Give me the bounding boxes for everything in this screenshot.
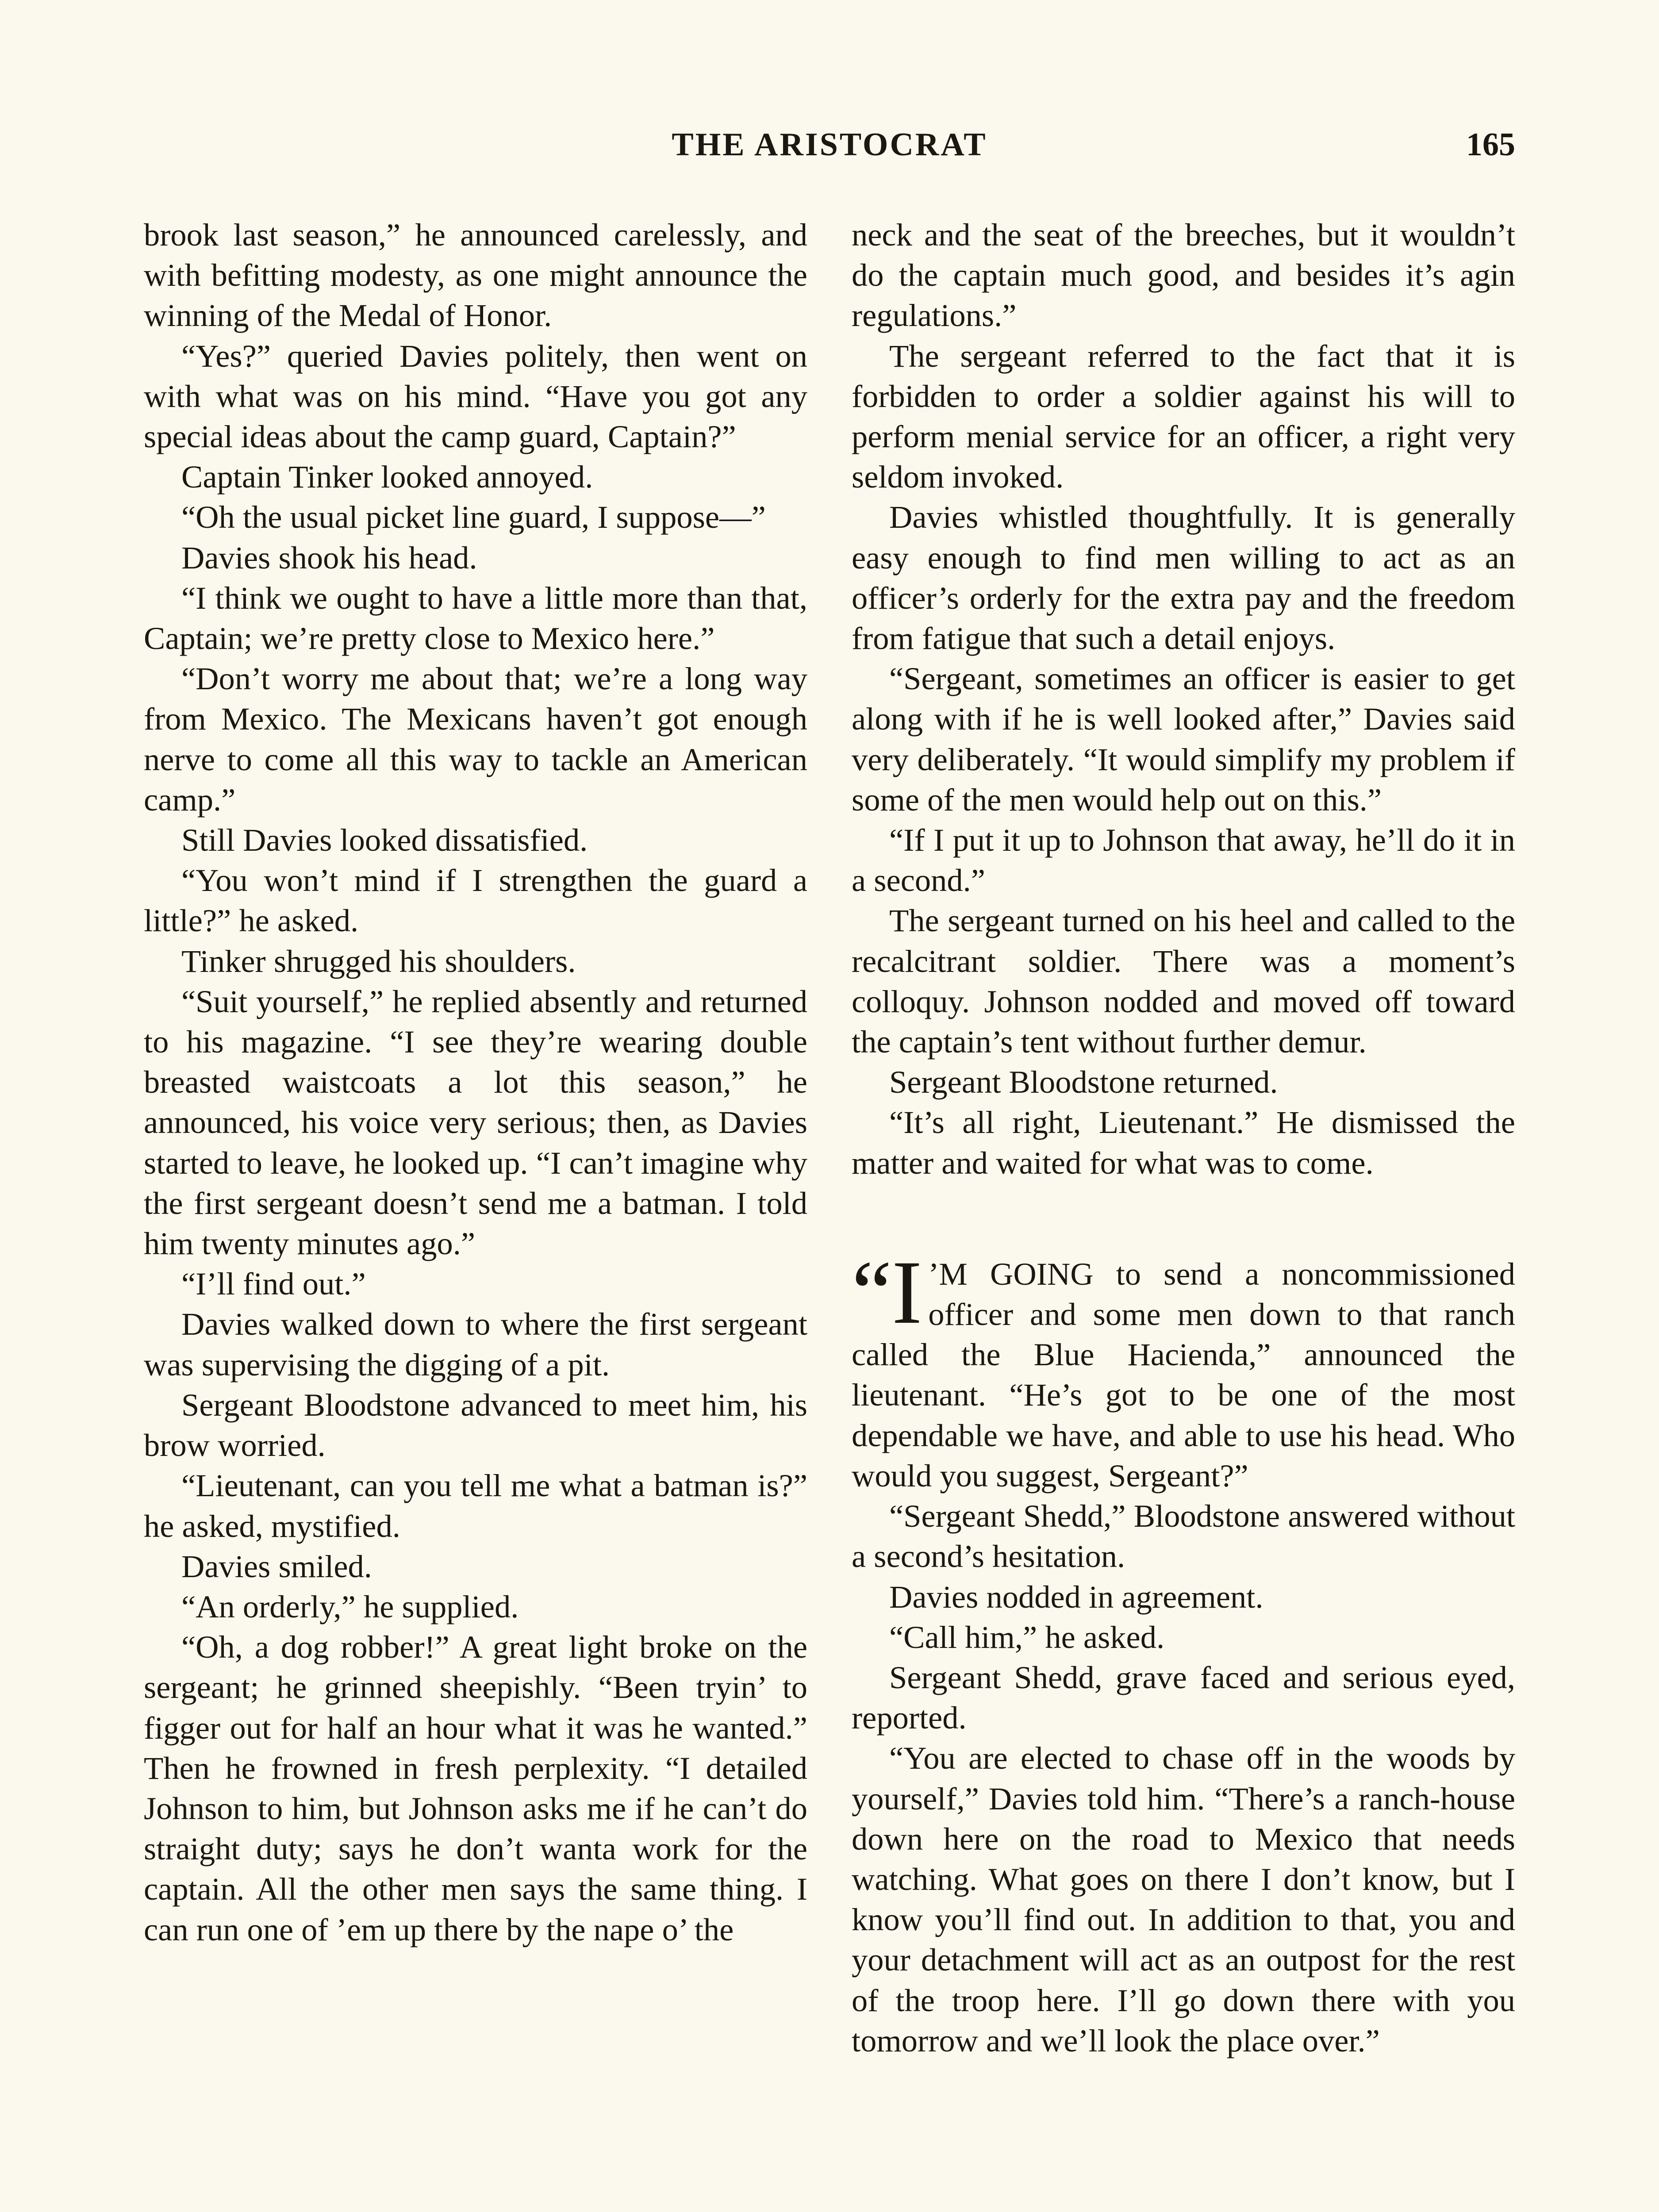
drop-cap-quote: “ xyxy=(852,1242,892,1343)
paragraph: brook last season,” he announced carelessly, and with befitting modesty, as one might announce the winning of the Medal of Honor. xyxy=(144,217,807,334)
paragraph: “It’s all right, Lieutenant.” He dismissed the matter and waited for what was to come. xyxy=(852,1104,1515,1181)
paragraph: “Don’t worry me about that; we’re a long way from Mexico. The Mexicans haven’t got enough nerve to come all this way to tackle an American camp.” xyxy=(144,661,807,818)
paragraph: Sergeant Bloodstone advanced to meet him, his brow worried. xyxy=(144,1386,807,1463)
paragraph: The sergeant turned on his heel and called to the recalcitrant soldier. There was a moment’s colloquy. Johnson nodded and moved off toward the captain’s tent without further demur. xyxy=(852,902,1515,1060)
drop-cap xyxy=(852,1242,922,1343)
paragraph: Captain Tinker looked annoyed. xyxy=(181,459,593,495)
paragraph: Tinker shrugged his shoulders. xyxy=(181,943,576,979)
drop-cap-letter: I xyxy=(892,1242,922,1343)
paragraph: Davies nodded in agreement. xyxy=(889,1578,1263,1615)
section-break xyxy=(852,1183,1515,1254)
section-opening-paragraph xyxy=(852,1242,1515,1496)
paragraph: “I’ll find out.” xyxy=(181,1266,366,1302)
paragraph: Davies shook his head. xyxy=(181,539,477,576)
paragraph: “Call him,” he asked. xyxy=(889,1619,1165,1655)
paragraph: Davies smiled. xyxy=(181,1548,372,1584)
page-header xyxy=(144,126,1515,170)
left-column xyxy=(144,215,807,1950)
section-opening-text: ’M GOING to send a noncommissioned officer and some men down to that ranch called the Blue Hacienda,” announced the lieutenant. “He’s got to be one of the most dependable we have, and able to use his head. Who would you suggest, Sergeant?” xyxy=(852,1256,1515,1494)
paragraph: “I think we ought to have a little more than that, Captain; we’re pretty close to Mexico here.” xyxy=(144,580,807,657)
paragraph: Davies walked down to where the first sergeant was supervising the digging of a pit. xyxy=(144,1306,807,1382)
paragraph: “You are elected to chase off in the woods by yourself,” Davies told him. “There’s a ranch-house down here on the road to Mexico that needs watching. What goes on there I don’t know, but I know you’ll find out. In addition to that, you and your detachment will act as an outpost for the rest of the troop here. I’ll go down there with you tomorrow and we’ll look the place over.” xyxy=(852,1740,1515,2058)
paragraph: “Lieutenant, can you tell me what a batman is?” he asked, mystified. xyxy=(144,1467,807,1544)
paragraph: “Sergeant, sometimes an officer is easier to get along with if he is well looked after,” Davies said very deliberately. “It would simplify my problem if some of the men would help out on this.” xyxy=(852,661,1515,818)
paragraph: Davies whistled thoughtfully. It is generally easy enough to find men willing to act as an officer’s orderly for the extra pay and the freedom from fatigue that such a detail enjoys. xyxy=(852,499,1515,657)
page-number: 165 xyxy=(1466,127,1515,163)
paragraph: “Suit yourself,” he replied absently and returned to his magazine. “I see they’re wearing double breasted waistcoats a lot this season,” he announced, his voice very serious; then, as Davies started to leave, he looked up. “I can’t imagine why the first sergeant doesn’t send me a batman. I told him twenty minutes ago.” xyxy=(144,983,807,1262)
paragraph: “Sergeant Shedd,” Bloodstone answered without a second’s hesitation. xyxy=(852,1498,1515,1575)
paragraph: “An orderly,” he supplied. xyxy=(181,1588,519,1624)
right-column xyxy=(852,215,1515,2061)
paragraph: Sergeant Bloodstone returned. xyxy=(889,1064,1278,1100)
paragraph: “If I put it up to Johnson that away, he’ll do it in a second.” xyxy=(852,822,1515,899)
paragraph: Sergeant Shedd, grave faced and serious eyed, reported. xyxy=(852,1659,1515,1736)
paragraph: The sergeant referred to the fact that it is forbidden to order a soldier against his will to perform menial service for an officer, a right very seldom invoked. xyxy=(852,338,1515,495)
paragraph: “Oh the usual picket line guard, I suppose—” xyxy=(181,499,766,535)
running-title: THE ARISTOCRAT xyxy=(672,127,987,163)
paragraph: “Yes?” queried Davies politely, then went on with what was on his mind. “Have you got any special ideas about the camp guard, Captain?” xyxy=(144,338,807,455)
paragraph: “Oh, a dog robber!” A great light broke on the sergeant; he grinned sheepishly. “Been tryin’ to figger out for half an hour what it was he wanted.” Then he frowned in fresh perplexity. “I detailed Johnson to him, but Johnson asks me if he can’t do straight duty; says he don’t wanta work for the captain. All the other men says the same thing. I can run one of ’em up there by the nape o’ the xyxy=(144,1629,807,1947)
paragraph: “You won’t mind if I strengthen the guard a little?” he asked. xyxy=(144,862,807,939)
paragraph: Still Davies looked dissatisfied. xyxy=(181,822,588,858)
paragraph: neck and the seat of the breeches, but it wouldn’t do the captain much good, and besides it’s agin regulations.” xyxy=(852,217,1515,334)
